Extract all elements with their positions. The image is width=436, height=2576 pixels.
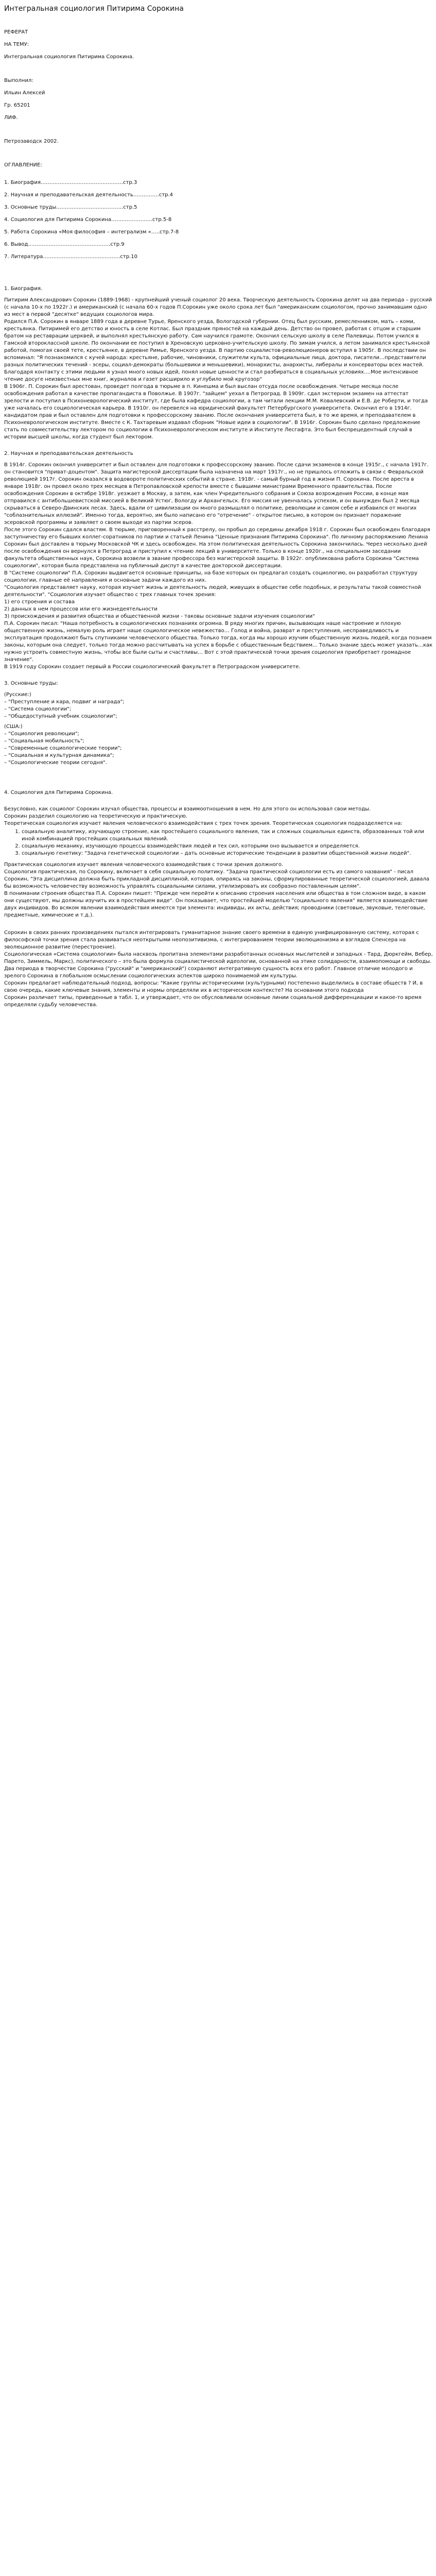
works-usa-list	[4, 731, 433, 767]
paragraph: 3) происхождения и развития общества и общественной жизни - таковы основные задачи изучения социологии"	[4, 614, 315, 619]
document-title: Интегральная социология Питирима Сорокина	[4, 5, 184, 13]
list-item: – "Система социологии";	[4, 706, 72, 712]
section-title-works: 3. Основные труды:	[4, 681, 58, 686]
paragraph: Сорокин предлагает наблюдательный подход, вопросы: "Какие группы историческими (культурными) постепенно выделились в составе обществ ? И, в свою очередь, какие ключевые знания, элементы и нормы определяли их в историческом контексте? На основании этого подхода	[4, 980, 423, 993]
paragraph: Социология практическая, по Сорокину, включает в себя социальную политику. "Задача практической социологии есть из самого названия" - писал Сорокин, "Эта дисциплина должна быть прикладной дисциплиной, которая, опираясь на законы, сформулированные теоретической социологией, давала бы возможность человечеству возможность управлять социальными силами, утилизировать их сообразно поставленным целям".	[4, 869, 430, 889]
list-item: – "Общедоступный учебник социологии";	[4, 714, 117, 719]
toc-item: 1. Биография…………………………………………стр.3	[4, 180, 137, 185]
works-russian-label: (Русские:)	[4, 692, 31, 698]
paragraph: Практическая социология изучает явления человеческого взаимодействия с точки зрения должного.	[4, 862, 284, 868]
group: Гр. 65201	[4, 103, 30, 108]
topic-label: НА ТЕМУ:	[4, 42, 29, 47]
toc-item: 4. Социология для Питирима Сорокина……………………стр.5-8	[4, 217, 172, 223]
list-item: – "Современные социологические теории";	[4, 745, 122, 751]
list-item: – "Преступление и кара, подвиг и награда";	[4, 699, 125, 705]
paragraph: В 1919 году Сорокин создает первый в России социологический факультет в Петроградском университете.	[4, 664, 301, 670]
paragraph: В понимании строения общества П.А. Сорокин пишет: "Прежде чем перейти к описанию строения населения или общества в том сложном виде, в каком они существуют, мы должны изучить их в простейшем виде". Он показывает, что простейшей моделью "социального явления" является взаимодействие двух индивидов. Во всяком явлении взаимодействия имеются три элемента: индивиды, их акты, действия; проводники (световые, звуковые, телеговые, предметные, химические и т.д.).	[4, 891, 428, 918]
toc-item: 5. Работа Сорокина «Моя философия – интегрализм »…..стр.7-8	[4, 229, 179, 235]
paragraph: 1) его строения и состава	[4, 599, 75, 605]
list-item: – "Социологические теории сегодня".	[4, 760, 107, 766]
list-item: 3. социальную генетику: "Задача генетической социологии – дать основные исторические тенденции в развитии общественной жизни людей".	[22, 850, 433, 857]
paragraph: Социологическая «Система социологии» была насквозь пропитана элементами разработанных основных мыслителей и западных - Тард, Дюркгейм, Вебер, Парето, Зиммель, Маркс), политического – это была формула социалистической идеологии, основанной на этике солидарности, взаимопомощи и свободы. Два периода в творчестве Сорокина ("русский" и "американский") сохраняют интегративную сущность всех его работ. Главное отличие молодого и зрелого Сорокина в глобальном осмыслении социологических аспектов широко понимаемой им культуры.	[4, 952, 433, 979]
topic: Интегральная социология Питирима Сорокина.	[4, 54, 134, 60]
works-russian-list	[4, 699, 433, 720]
toc-item: 2. Научная и преподавательская деятельность……………стр.4	[4, 192, 173, 198]
list-item: 1. социальную аналитику, изучающую строение, как простейшего социального явления, так и сложных социальных единств, образованных той или иной комбинацией простейших социальных явлений.	[22, 828, 433, 843]
list-item: 2. социальную механику, изучающую процессы взаимодействия людей и тех сил, которыми оно вызывается и определяется.	[22, 843, 433, 850]
paragraph: 2) данных в нем процессов или его жизнедеятельности	[4, 606, 158, 612]
paragraph: В 1914г. Сорокин окончил университет и был оставлен для подготовки к профессорскому званию. После сдачи экзаменов в конце 1915г., с начала 1917г. он становится "приват-доцентом". Защита магистерской диссертации была назначена на март 1917г., но не пришлось отложить в связи с Февральской революцией 1917г. Сорокин оказался в водовороте политических событий в стране. 1918г. - самый бурный год в жизни П. Сорокина. После ареста в январе 1918г. он провел около трех месяцев в Петропавловской крепости вместе с бывшими министрами Временного правительства. После освобождения Сорокин в октябре 1918г. уезжает в Москву, а затем, как член Учредительного собрания и Союза возрождения России, в конце мая отправился с антибольшевистской миссией в Великий Устюг, Вологду и Архангельск. Его миссия не увенчалась успехом, и он вынужден был 2 месяца скрываться в Северо-Двинских лесах. Здесь, вдали от цивилизации он много размышлял о политике, революции и самом себе и избавился от многих "соблазнительных иллюзий". Именно тогда, вероятно, им было написано его "отречение" - открытое письмо, в котором он признает поражение эсеровской программы и заявляет о своем выходе из партии эсеров.	[4, 462, 429, 526]
city-year: Петрозаводск 2002.	[4, 139, 59, 144]
referat-label: РЕФЕРАТ	[4, 29, 28, 35]
list-item: – "Социальная и культурная динамика";	[4, 753, 114, 758]
list-item: – "Социальная мобильность";	[4, 738, 84, 744]
section-title-science: 2. Научная и преподавательская деятельность	[4, 451, 133, 456]
paragraph: После этого Сорокин сдался властям. В тюрьме, приговоренный к расстрелу, он пробыл до середины декабря 1918 г. Сорокин был освобожден благодаря заступничеству его бывших коллег-соратников по партии и статьей Ленина "Ценные признания Питирима Сорокина". По личному распоряжению Ленина Сорокин был доставлен в тюрьму Московской ЧК и здесь освобожден. На этом политическая деятельность Сорокина закончилась. Через несколько дней после освобождения он вернулся в Петроград и приступил к чтению лекций в университете. Только в конце 1920г., на специальном заседании факультета общественных наук, Сорокина возвели в звание профессора без магистерской защиты. В 1922г. опубликована работа Сорокина "Система социологии", которая была представлена на публичный диспут в качестве докторской диссертации.	[4, 527, 430, 569]
toc-item: 3. Основные труды…………………………………стр.5	[4, 205, 137, 210]
paragraph: Сорокин различает типы, приведенные в табл. 1, и утверждает, что он обусловливали основные линии социальной дифференциации и какое-то время определяли судьбу человечества.	[4, 995, 422, 1008]
section-title-sociology: 4. Социология для Питирима Сорокина.	[4, 790, 113, 795]
department: ЛИФ.	[4, 115, 18, 121]
paragraph: В "Системе социологии" П.А. Сорокин выдвигается основные принципы, на базе которых он предлагал создать социологию, он разработал структуру социологии, главные её направления и основные задачи каждого из них.	[4, 570, 417, 583]
paragraph: Безусловно, как социолог Сорокин изучал общества, процессы и взаимоотношения в нем. Но для этого он использовал свои методы.	[4, 806, 371, 812]
table-of-contents	[3, 179, 433, 261]
toc-item: 6. Вывод…………………………………………стр.9	[4, 242, 125, 247]
paragraph: Питирим Александрович Сорокин (1889-1968) - крупнейший ученый социолог 20 века. Творческую деятельность Сорокина делят на два периода – русский (с начала 10-х по 1922г.) и американский (с начала 60-х годов П.Сорокин уже около срока лет был "американским социологом, прочно занимавшим одно из мест в первой "десятке" ведущих социологов мира.	[4, 297, 432, 317]
paragraph: "Социология представляет науку, которая изучает жизнь и деятельность людей, живущих в обществе себе подобных, и результаты такой совместной деятельности". "Социология изучает общество с трех главных точек зрения:	[4, 585, 421, 598]
sociology-list	[13, 828, 433, 857]
paragraph: П.А. Сорокин писал: "Наша потребность в социологических познаниях огромна. В ряду многих причин, вызывающих наше настроение и плохую общественную жизнь, немалую роль играет наше социологическое невежество… Голод и война, разврат и преступления, несправедливость и эксплуатация продолжают быть спутниками человеческого общества. Только тогда, когда мы хорошо изучим общественную жизнь людей, когда познаем законы, которым она следует, только тогда можно рассчитывать на успех в борьбе с общественным бедствием... Только знание здесь может указать…как нужно устроить совместную жизнь, чтобы все были сыты и счастливы… Вот с этой практической точки зрения социология приобретает громадное значение".	[4, 621, 433, 663]
performed-label: Выполнил:	[4, 78, 33, 83]
paragraph: В 1906г. П. Сорокин был арестован, проведет полгода в тюрьме в п. Кинешма и был выслан отсуда после освобождения. Четыре месяца после освобождения работал в качестве пропагандиста в Поволжье. В 1907г. "зайцем" уехал в Петроград. В 1909г. сдал экстерном экзамен на аттестат зрелости и поступил в Психоневрологический институт, где была кафедра социологии, а там читали лекции М.М. Ковалевский и Е.В. де Роберти, и тогда уже началась его социологическая карьера. В 1910г. он перевелся на юридический факультет Петербургского университета. Окончил его в 1914г. кандидатом прав и был оставлен для подготовки к профессорскому званию. После окончания университета был, в то же время, и преподавателем в Психоневрологическом институте. Вместе с К. Тахтаревым издавал сборник "Новые идеи в социологии". В 1916г. Сорокин было сделано предложение стать по совместительству лектором по социологии в Психоневрологическом институте и Институте Лесгафта. Это был беспрецедентный случай в истории высшей школы, когда студент был лектором.	[4, 384, 428, 440]
toc-title: ОГЛАВЛЕНИЕ:	[4, 162, 42, 168]
paragraph: Теоретическая социология изучает явления человеческого взаимодействия с трех точек зрения. Теоретическая социология подразделяется на:	[4, 821, 403, 826]
paragraph: Сорокин в своих ранних произведениях пытался интегрировать гуманитарное знание своего времени в единую унифицированную систему, которая с философской точки зрения стала развиваться неоткрытыми неопозитивизма, с интегрированием теории эволюционизма и взглядов Спенсера на эволюционное развитие (перестроение).	[4, 930, 419, 950]
toc-item: 7. Литература………………………………………стр.10	[4, 254, 137, 260]
paragraph: Родился П.А. Сорокин в январе 1889 года в деревне Турье, Яренского уезда, Вологодской губернии. Отец был русским, ремесленником, мать – коми, крестьянка. Питиримей его детство и юность в селе Котлас. Был праздник пряностей на каждый день. Детство он провел, работая с отцом и старшим братом на реставрации церквей, и выполнял крестьянскую работу. Сам научился грамоте. Окончил сельскую школу в селе Палевицы. Потом учился в Гамской второклассной школе. По окончании ее поступил в Хреновскую церковно-учительскую школу. По зимам учился, а летом занимался крестьянской работой, помогая своей тете, крестьянке, в деревне Римье, Яренского уезда. В партию социалистов-революционеров вступил в 1905г. В последствии он вспоминал: "Я познакомился с кучей народа: крестьяне, рабочие, чиновники, служители культа, официальные лица, доктора, писатели…представители разных политических течений - эсеры, социал-демократы (большевики и меньшевики), монархисты, анархисты, либералы и консерваторы всех мастей. Благодаря контакту с этими людьми я узнал много новых идей, понял новые ценности и стал разбираться в социальных условиях….Мое интенсивное чтение досуге неизвестных мне книг, журналов и газет расширило и углубило мой кругозор"	[4, 319, 430, 382]
list-item: – "Социология революции";	[4, 731, 79, 737]
document-page	[0, 0, 436, 1029]
section-title-biography: 1. Биография.	[4, 286, 43, 292]
paragraph: Сорокин разделил социологию на теоретическую и практическую.	[4, 814, 188, 819]
author: Ильин Алексей	[4, 90, 45, 96]
works-usa-label: (США:)	[4, 724, 23, 730]
